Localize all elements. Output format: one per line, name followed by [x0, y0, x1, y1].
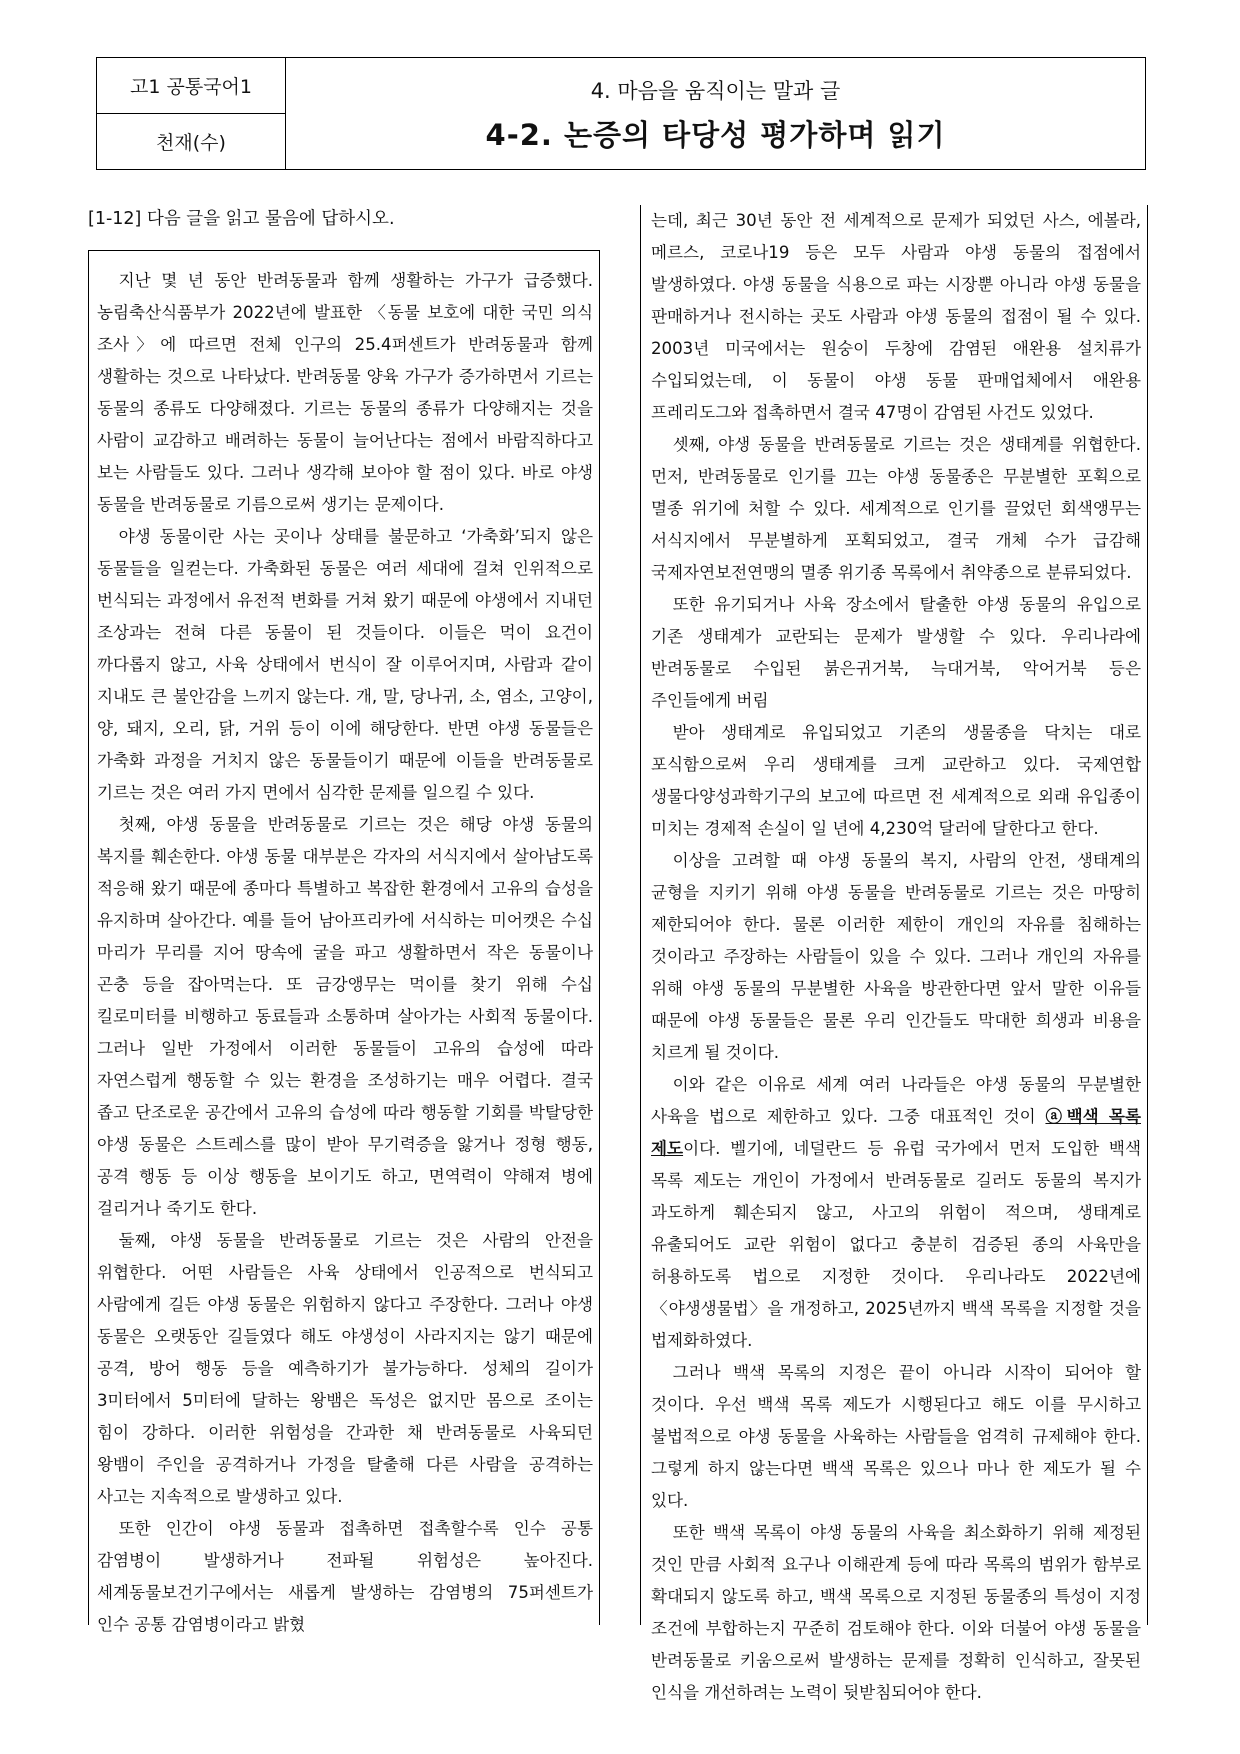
- passage-paragraph: 둘째, 야생 동물을 반려동물로 기르는 것은 사람의 안전을 위협한다. 어떤 사람들은 사육 상태에서 인공적으로 번식되고 사람에게 길든 야생 동물은 위험하지 않다고 주장한다. 그러나 야생 동물은 오랫동안 길들였다 해도 야생성이 사라지지는 않기 때문에 공격, 방어 행동 등을 예측하기가 불가능하다. 성체의 길이가 3미터에서 5미터에 달하는 왕뱀은 독성은 없지만 몸으로 조이는 힘이 강하다. 이러한 위험성을 간과한 채 반려동물로 사육되던 왕뱀이 주인을 공격하거나 가정을 탈출해 다른 사람을 공격하는 사고는 지속적으로 발생하고 있다.: [97, 1231, 593, 1506]
- passage-paragraph: 이상을 고려할 때 야생 동물의 복지, 사람의 안전, 생태계의 균형을 지키기 위해 야생 동물을 반려동물로 기르는 것은 마땅히 제한되어야 한다. 물론 이러한 제한이 개인의 자유를 침해하는 것이라고 주장하는 사람들이 있을 수 있다. 그러나 개인의 자유를 위해 야생 동물의 무분별한 사육을 방관한다면 앞서 말한 이유들 때문에 야생 동물들은 물론 우리 인간들도 막대한 희생과 비용을 치르게 될 것이다.: [651, 851, 1141, 1062]
- whitelist-marker: ⓐ: [1045, 1107, 1067, 1126]
- passage-paragraph: 지난 몇 년 동안 반려동물과 함께 생활하는 가구가 급증했다. 농림축산식품부가 2022년에 발표한 〈동물 보호에 대한 국민 의식 조사〉에 따르면 전체 인구의 25.4퍼센트가 반려동물과 함께 생활하는 것으로 나타났다. 반려동물 양육 가구가 증가하면서 기르는 동물의 종류도 다양해졌다. 기르는 동물의 종류가 다양해지는 것을 사람이 교감하고 배려하는 동물이 늘어난다는 점에서 바람직하다고 보는 사람들도 있다. 그러나 생각해 보아야 할 점이 있다. 바로 야생 동물을 반려동물로 기름으로써 생기는 문제이다.: [97, 271, 593, 514]
- question-instruction: [1-12] 다음 글을 읽고 물음에 답하시오.: [88, 209, 395, 229]
- passage-paragraph: 또한 유기되거나 사육 장소에서 탈출한 야생 동물의 유입으로 기존 생태계가 교란되는 문제가 발생할 수 있다. 우리나라에 반려동물로 수입된 붉은귀거북, 늑대거북, 악어거북 등은 주인들에게 버림: [651, 595, 1141, 710]
- passage-paragraph-continued: 는데, 최근 30년 동안 전 세계적으로 문제가 되었던 사스, 에볼라, 메르스, 코로나19 등은 모두 사람과 야생 동물의 접점에서 발생하였다. 야생 동물을 식용으로 파는 시장뿐 아니라 야생 동물을 판매하거나 전시하는 곳도 사람과 야생 동물의 접점이 될 수 있다. 2003년 미국에서는 원숭이 두창에 감염된 애완용 설치류가 수입되었는데, 이 동물이 야생 동물 판매업체에서 애완용 프레리도그와 접촉하면서 결국 47명이 감염된 사건도 있었다.: [651, 211, 1141, 422]
- whitelist-text-after: 이다. 벨기에, 네덜란드 등 유럽 국가에서 먼저 도입한 백색 목록 제도는 개인이 가정에서 반려동물로 길러도 동물의 복지가 과도하게 훼손되지 않고, 사고의 위험이 적으며, 생태계로 유출되어도 교란 위험이 없다고 충분히 검증된 종의 사육만을 허용하도록 법으로 지정한 것이다. 우리나라도 2022년에 〈야생생물법〉을 개정하고, 2025년까지 백색 목록을 지정할 것을 법제화하였다.: [651, 1139, 1141, 1350]
- passage-paragraph: 첫째, 야생 동물을 반려동물로 기르는 것은 해당 야생 동물의 복지를 훼손한다. 야생 동물 대부분은 각자의 서식지에서 살아남도록 적응해 왔기 때문에 종마다 특별하고 복잡한 환경에서 고유의 습성을 유지하며 살아간다. 예를 들어 남아프리카에 서식하는 미어캣은 수십 마리가 무리를 지어 땅속에 굴을 파고 생활하면서 작은 동물이나 곤충 등을 잡아먹는다. 또 금강앵무는 먹이를 찾기 위해 수십 킬로미터를 비행하고 동료들과 소통하며 살아가는 사회적 동물이다. 그러나 일반 가정에서 이러한 동물들이 고유의 습성에 따라 자연스럽게 행동할 수 있는 환경을 조성하기는 매우 어렵다. 결국 좁고 단조로운 공간에서 고유의 습성에 따라 행동할 기회를 박탈당한 야생 동물은 스트레스를 많이 받아 무기력증을 앓거나 정형 행동, 공격 행동 등 이상 행동을 보이기도 하고, 면역력이 약해져 병에 걸리거나 죽기도 한다.: [97, 815, 593, 1218]
- passage-paragraph-whitelist: [651, 1069, 1141, 1357]
- passage-paragraph: 그러나 백색 목록의 지정은 끝이 아니라 시작이 되어야 할 것이다. 우선 백색 목록 제도가 시행된다고 해도 이를 무시하고 불법적으로 야생 동물을 사육하는 사람들을 엄격히 규제해야 한다. 그렇게 하지 않는다면 백색 목록은 있으나 마나 한 제도가 될 수 있다.: [651, 1363, 1141, 1510]
- whitelist-text-before: 이와 같은 이유로 세계 여러 나라들은 야생 동물의 무분별한 사육을 법으로 제한하고 있다. 그중 대표적인 것이: [651, 1075, 1141, 1126]
- passage-paragraph: 또한 인간이 야생 동물과 접촉하면 접촉할수록 인수 공통 감염병이 발생하거나 전파될 위험성은 높아진다. 세계동물보건기구에서는 새롭게 발생하는 감염병의 75퍼센트가 인수 공통 감염병이라고 밝혔: [97, 1519, 593, 1634]
- passage-left-column: [88, 250, 600, 1634]
- lesson-title: 4-2. 논증의 타당성 평가하며 읽기: [485, 118, 946, 152]
- passage-paragraph: 야생 동물이란 사는 곳이나 상태를 불문하고 ‘가축화’되지 않은 동물들을 일컫는다. 가축화된 동물은 여러 세대에 걸쳐 인위적으로 번식되는 과정에서 유전적 변화를 거쳐 왔기 때문에 야생에서 지내던 조상과는 전혀 다른 동물이 된 것들이다. 이들은 먹이 요건이 까다롭지 않고, 사육 상태에서 번식이 잘 이루어지며, 사람과 같이 지내도 큰 불안감을 느끼지 않는다. 개, 말, 당나귀, 소, 염소, 고양이, 양, 돼지, 오리, 닭, 거위 등이 이에 해당한다. 반면 야생 동물들은 가축화 과정을 거치지 않은 동물들이기 때문에 이들을 반려동물로 기르는 것은 여러 가지 면에서 심각한 문제를 일으킬 수 있다.: [97, 527, 593, 802]
- publisher-name: 천재(수): [156, 132, 226, 154]
- whitelist-underlined-term: 백색 목록 제도: [651, 1107, 1141, 1158]
- passage-paragraph: 또한 백색 목록이 야생 동물의 사육을 최소화하기 위해 제정된 것인 만큼 사회적 요구나 이해관계 등에 따라 목록의 범위가 함부로 확대되지 않도록 하고, 백색 목록으로 지정된 동물종의 특성이 지정 조건에 부합하는지 꾸준히 검토해야 한다. 이와 더불어 야생 동물을 반려동물로 키움으로써 발생하는 문제를 정확히 인식하고, 잘못된 인식을 개선하려는 노력이 뒷받침되어야 한다.: [651, 1523, 1141, 1702]
- passage-paragraph: 셋째, 야생 동물을 반려동물로 기르는 것은 생태계를 위협한다. 먼저, 반려동물로 인기를 끄는 야생 동물종은 무분별한 포획으로 멸종 위기에 처할 수 있다. 세계적으로 인기를 끌었던 회색앵무는 서식지에서 무분별하게 포획되었고, 결국 개체 수가 급감해 국제자연보전연맹의 멸종 위기종 목록에서 취약종으로 분류되었다.: [651, 435, 1141, 582]
- header-title-area: [286, 58, 1145, 169]
- passage-right-column: [640, 205, 1148, 1702]
- passage-paragraph: 받아 생태계로 유입되었고 기존의 생물종을 닥치는 대로 포식함으로써 우리 생태계를 크게 교란하고 있다. 국제연합 생물다양성과학기구의 보고에 따르면 전 세계적으로 외래 유입종이 미치는 경제적 손실이 일 년에 4,230억 달러에 달한다고 한다.: [651, 723, 1141, 838]
- unit-title: 4. 마음을 움직이는 말과 글: [590, 79, 841, 103]
- worksheet-header: [96, 57, 1146, 170]
- course-name: 고1 공통국어1: [97, 58, 285, 114]
- header-left-cells: [97, 58, 286, 169]
